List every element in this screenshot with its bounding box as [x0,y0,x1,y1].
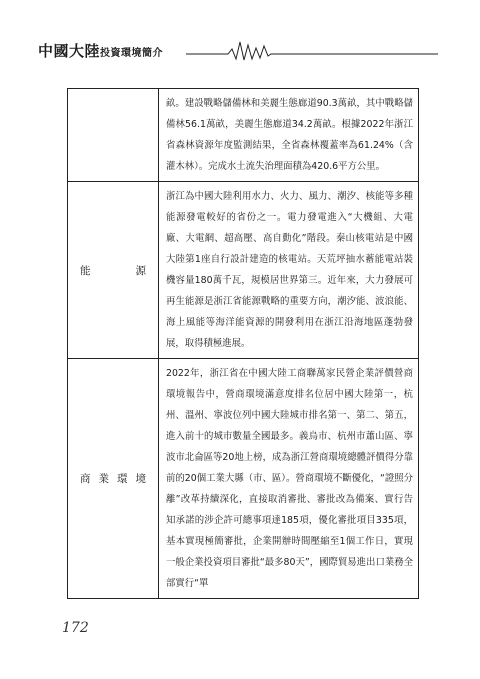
header-title-sub: 投資環境簡介 [100,48,164,59]
table-row [68,182,419,359]
row-text-forest: 畝。建設戰略儲備林和美麗生態廊道90.3萬畝，其中戰略儲備林56.1萬畝，美麗生態廊道34.2萬畝。根據2022年浙江省森林資源年度監測結果，全省森林覆蓋率為61.24%（含灌木林）。完成水土流失治理面積為420.6平方公里。 [159,89,419,182]
row-label-business [68,359,159,599]
label-business: 商業環境 [80,473,146,485]
info-table [67,88,419,599]
label-energy: 能源 [80,264,146,277]
table-row [68,359,419,599]
row-text-energy: 浙江為中國大陸利用水力、火力、風力、潮汐、核能等多種能源發電較好的省份之一。電力發電進入“大機組、大電廠、大電網、超高壓、高自動化”階段。秦山核電站是中國大陸第1座自行設計建造的核電站。天荒坪抽水蓄能電站裝機容量180萬千瓦，規模居世界第三。近年來，大力發展可再生能源是浙江省能源戰略的重要方向，潮汐能、波浪能、海上風能等海洋能資源的開發利用在浙江沿海地區蓬勃發展，取得積極進展。 [159,182,419,359]
row-text-business: 2022年，浙江省在中國大陸工商聯萬家民營企業評價營商環境報告中，營商環境滿意度排名位居中國大陸第一，杭州、溫州、寧波位列中國大陸城市排名第一、第二、第五，進入前十的城市數量全國最多。義烏市、杭州市蕭山區、寧波市北侖區等20地上榜，成為浙江營商環境總體評價得分靠前的20個工業大縣（市、區）。營商環境不斷優化，“證照分離”改革持續深化，直接取消審批、審批改為備案、實行告知承諾的涉企許可總事項達185項，優化審批項目335項，基本實現極簡審批，企業開辦時間壓縮至1個工作日，實現一般企業投資項目審批“最多80天”，國際貿易進出口業務全部實行“單 [159,359,419,599]
page-number: 172 [62,620,89,636]
header-title-main: 中國大陸 [38,42,101,60]
running-header [38,36,438,62]
row-label-energy [68,182,159,359]
table-row [68,89,419,182]
row-label-empty [68,89,159,182]
heartbeat-line-icon [38,36,438,62]
